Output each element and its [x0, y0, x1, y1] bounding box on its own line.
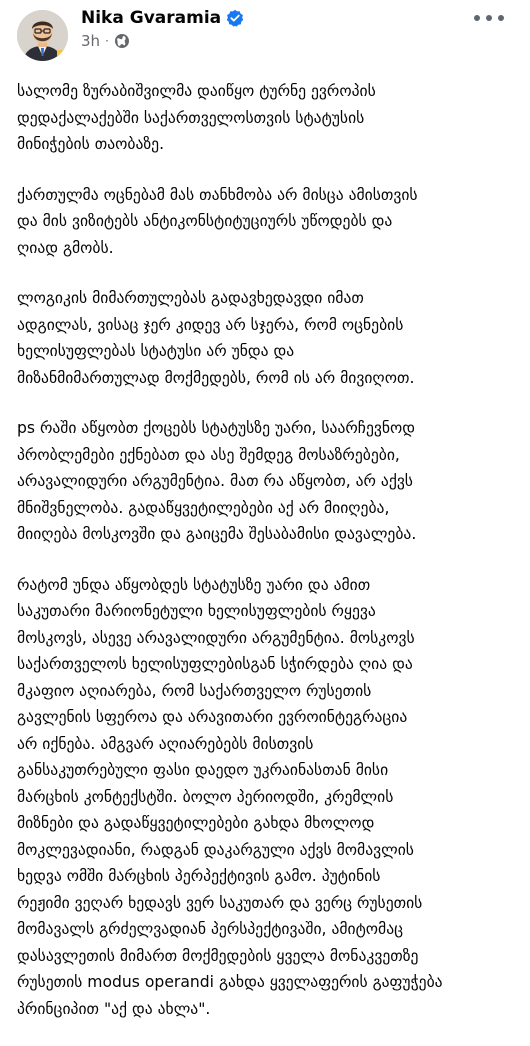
more-options-icon[interactable] [474, 8, 504, 28]
verified-badge-icon [226, 9, 244, 27]
post-paragraph: ქართულმა ოცნებამ მას თანხმობა არ მისცა ამისთვის და მის ვიზიტებს ანტიკონსტიტუციურს უწოდებს და ღიად გმობს. [17, 185, 418, 257]
post-body [17, 78, 517, 1046]
author-avatar[interactable] [17, 10, 68, 61]
author-name[interactable]: Nika Gvaramia [81, 8, 222, 28]
post-paragraph: რატომ უნდა აწყობდეს სტატუსზე უარი და ამით საკუთარი მარიონეტული ხელისუფლების რყევა მოსკოვს, ასევე არავალიდური არგუმენტია. მოსკოვს საქართველოს ხელისუფლებისგან სჭირდება ღია და მკაფიო აღიარება, რომ საქართველო რუსეთის გავლენის სფეროა და არავითარი ევროინტეგრაცია არ იქნება. ამგვარ აღიარებებს მისთვის განსაკუთრებული ფასი დაედო უკრაინასთან მისი მარცხის კონტექსტში. ბოლო პერიოდში, კრემლის მიზნები და გადაწყვეტილებები გახდა მხოლოდ მოკლევადიანი, რადგან დაკარგული აქვს მომავლის ხედვა ომში მარცხის პერპექტივის გამო. პუტინის რეჟიმი ვეღარ ხედავს ვერ საკუთარ და ვერც რუსეთის მომავალს გრძელვადიან პერსპექტივაში, ამიტომაც დასავლეთის მიმართ მოქმედების ყველა მონაკვეთზე რუსეთის modus operandi გახდა ყველაფერის გაფუჭება პრინციპით "აქ და ახლა". [17, 575, 443, 1018]
post-header [0, 0, 530, 70]
post-meta [81, 31, 130, 51]
post-paragraph: ლოგიკის მიმართულებას გადავხედავდი იმათ ადგილას, ვისაც ჯერ კიდევ არ სჯერა, რომ ოცნების ხელისუფლებას სტატუსი არ უნდა და მიზანმიმართულად მოქმედებს, რომ ის არ მივიღოთ. [17, 289, 415, 387]
author-name-row [81, 6, 244, 30]
globe-icon[interactable] [114, 33, 130, 49]
post-paragraph: სალომე ზურაბიშვილმა დაიწყო ტურნე ევროპის დედაქალაქებში საქართველოსთვის სტატუსის მინიჭების თაობაზე. [17, 82, 376, 153]
more-dot [498, 15, 504, 21]
more-dot [474, 15, 480, 21]
more-dot [486, 15, 492, 21]
post-timestamp[interactable]: 3h [81, 32, 101, 50]
avatar-illustration [17, 10, 68, 61]
meta-separator: · [105, 34, 109, 48]
post-paragraph: ps რაში აწყობთ ქოცებს სტატუსზე უარი, საარჩევნოდ პრობლემები ექნებათ და ასე შემდეგ მოსაზრებები, არავალიდური არგუმენტია. მათ რა აწყობთ, არ აქვს მნიშვნელობა. გადაწყვეტილებები აქ არ მიიღება, მიიღება მოსკოვში და გაიცემა შესაბამისი დავალება. [17, 419, 417, 543]
